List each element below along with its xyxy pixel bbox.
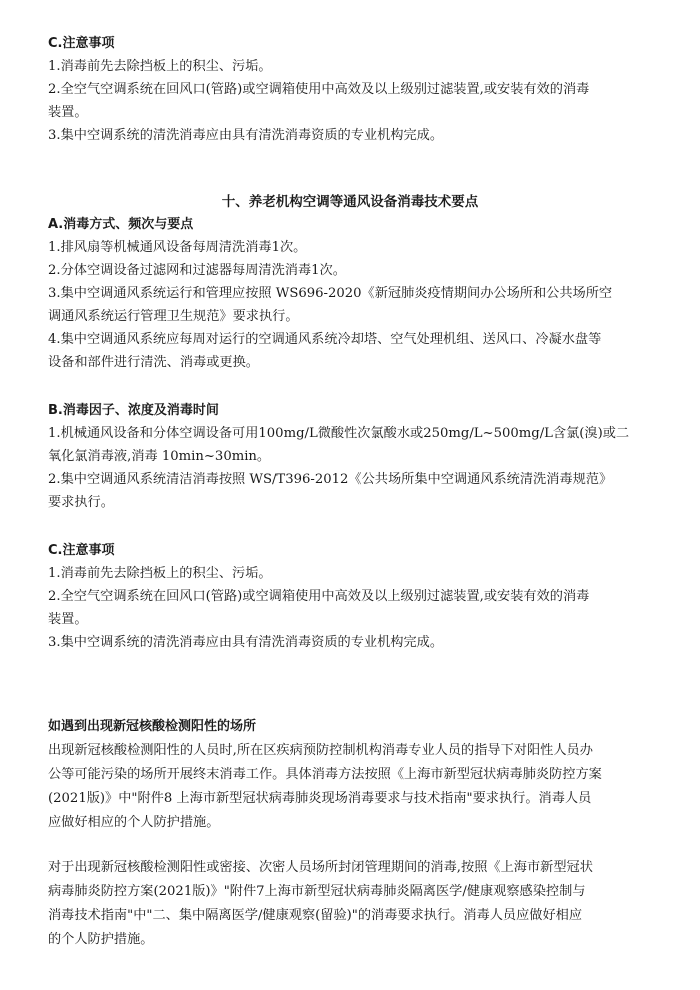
- text-line: 消毒技术指南"中"二、集中隔离医学/健康观察(留验)"的消毒要求执行。消毒人员应做好相应: [48, 908, 583, 923]
- text-line: 1.消毒前先去除挡板上的积尘、污垢。: [48, 59, 272, 74]
- text-line: (2021版)》中"附件8 上海市新型冠状病毒肺炎现场消毒要求与技术指南"要求执行。消毒人员: [48, 791, 592, 806]
- text-line: 调通风系统运行管理卫生规范》要求执行。: [48, 309, 299, 324]
- text-line: 病毒肺炎防控方案(2021版)》"附件7上海市新型冠状病毒肺炎隔离医学/健康观察感染控制与: [48, 884, 586, 899]
- section-heading: C.注意事项: [48, 543, 115, 558]
- text-line: 2.全空气空调系统在回风口(管路)或空调箱使用中高效及以上级别过滤装置,或安装有效的消毒: [48, 82, 590, 97]
- text-line: 2.集中空调通风系统清洁消毒按照 WS/T396-2012《公共场所集中空调通风系统清洗消毒规范》: [48, 472, 613, 487]
- text-line: 2.全空气空调系统在回风口(管路)或空调箱使用中高效及以上级别过滤装置,或安装有效的消毒: [48, 589, 590, 604]
- text-line: 4.集中空调通风系统应每周对运行的空调通风系统冷却塔、空气处理机组、送风口、冷凝水盘等: [48, 332, 602, 347]
- text-line: 装置。: [48, 612, 88, 627]
- text-line: 的个人防护措施。: [48, 932, 154, 947]
- text-line: 应做好相应的个人防护措施。: [48, 815, 220, 830]
- text-line: 对于出现新冠核酸检测阳性或密接、次密人员场所封闭管理期间的消毒,按照《上海市新型冠状: [48, 860, 593, 875]
- section-heading: B.消毒因子、浓度及消毒时间: [48, 403, 219, 418]
- text-line: 公等可能污染的场所开展终末消毒工作。具体消毒方法按照《上海市新型冠状病毒肺炎防控方案: [48, 767, 602, 782]
- text-line: 3.集中空调系统的清洗消毒应由具有清洗消毒资质的专业机构完成。: [48, 128, 444, 143]
- text-line: 装置。: [48, 105, 88, 120]
- text-line: 要求执行。: [48, 495, 114, 510]
- section-heading: C.注意事项: [48, 36, 115, 51]
- text-line: 3.集中空调系统的清洗消毒应由具有清洗消毒资质的专业机构完成。: [48, 635, 444, 650]
- section-title: 十、养老机构空调等通风设备消毒技术要点: [221, 194, 479, 210]
- text-line: 1.排风扇等机械通风设备每周清洗消毒1次。: [48, 240, 307, 255]
- text-line: 3.集中空调通风系统运行和管理应按照 WS696-2020《新冠肺炎疫情期间办公场所和公共场所空: [48, 286, 613, 301]
- text-line: 设备和部件进行清洗、消毒或更换。: [48, 355, 259, 370]
- text-line: 1.机械通风设备和分体空调设备可用100mg/L微酸性次氯酸水或250mg/L~500mg/L含氯(溴)或二: [48, 426, 630, 441]
- section-heading: 如遇到出现新冠核酸检测阳性的场所: [48, 719, 257, 734]
- text-line: 2.分体空调设备过滤网和过滤器每周清洗消毒1次。: [48, 263, 346, 278]
- text-line: 出现新冠核酸检测阳性的人员时,所在区疾病预防控制机构消毒专业人员的指导下对阳性人员办: [48, 743, 593, 758]
- text-line: 氧化氯消毒液,消毒 10min~30min。: [48, 449, 271, 464]
- section-heading: A.消毒方式、频次与要点: [48, 217, 194, 232]
- text-line: 1.消毒前先去除挡板上的积尘、污垢。: [48, 566, 272, 581]
